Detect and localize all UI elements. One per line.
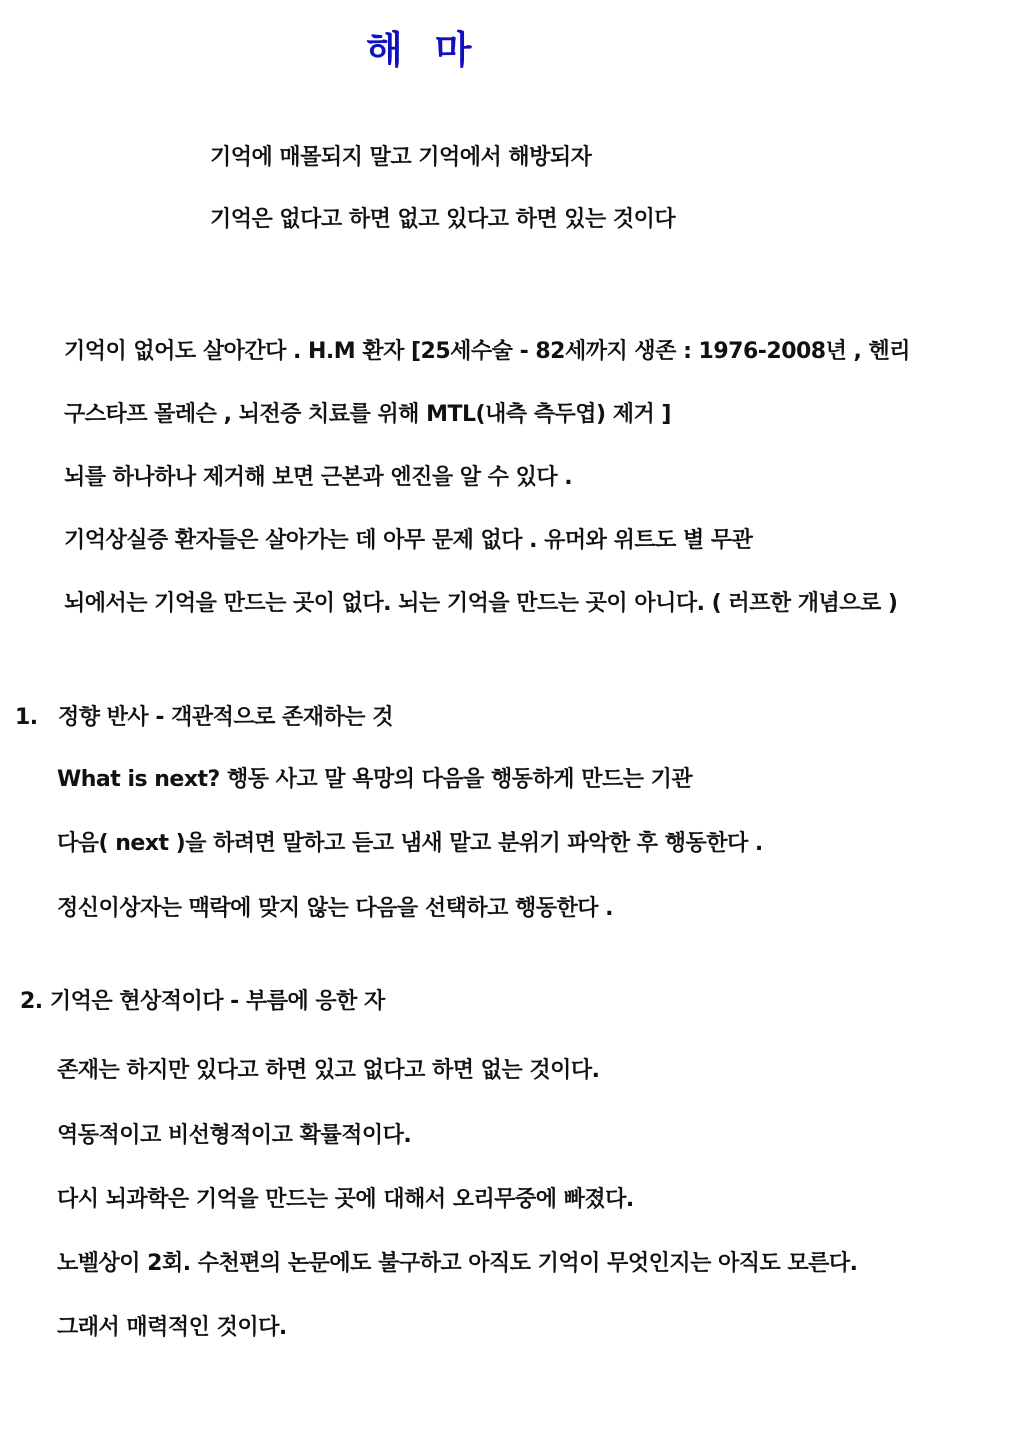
section-1-heading xyxy=(15,703,393,733)
section-2-line-1: 존재는 하지만 있다고 하면 있고 없다고 하면 없는 것이다. xyxy=(57,1058,600,1083)
section-2-line-4: 노벨상이 2회. 수천편의 논문에도 불구하고 아직도 기억이 무엇인지는 아직도 모른다. xyxy=(57,1251,858,1276)
page-title xyxy=(366,26,473,74)
intro-line-2: 구스타프 몰레슨 , 뇌전증 치료를 위해 MTL(내측 측두엽) 제거 ] xyxy=(64,402,671,427)
intro-line-4: 기억상실증 환자들은 살아가는 데 아무 문제 없다 . 유머와 위트도 별 무관 xyxy=(64,528,753,553)
intro-line-5: 뇌에서는 기억을 만드는 곳이 없다. 뇌는 기억을 만드는 곳이 아니다. ( 러프한 개념으로 ) xyxy=(64,591,898,616)
section-1-line-1: What is next? 행동 사고 말 욕망의 다음을 행동하게 만드는 기관 xyxy=(57,767,693,792)
section-2-line-2: 역동적이고 비선형적이고 확률적이다. xyxy=(57,1123,412,1148)
intro-line-3: 뇌를 하나하나 제거해 보면 근본과 엔진을 알 수 있다 . xyxy=(64,465,573,490)
section-2-heading: 2. 기억은 현상적이다 - 부름에 응한 자 xyxy=(20,989,385,1014)
intro-line-1: 기억이 없어도 살아간다 . H.M 환자 [25세수술 - 82세까지 생존 : 1976-2008년 , 헨리 xyxy=(64,339,911,364)
title-part-2: 마 xyxy=(434,28,474,72)
section-2-line-5: 그래서 매력적인 것이다. xyxy=(57,1315,287,1340)
title-part-1: 해 xyxy=(366,28,405,72)
section-2-line-3: 다시 뇌과학은 기억을 만드는 곳에 대해서 오리무중에 빠졌다. xyxy=(57,1187,634,1212)
section-1-line-2: 다음( next )을 하려면 말하고 듣고 냄새 맡고 분위기 파악한 후 행동한다 . xyxy=(57,831,763,856)
section-1-number: 1. xyxy=(15,705,38,730)
section-1-heading-text: 정향 반사 - 객관적으로 존재하는 것 xyxy=(58,705,393,730)
section-1-line-3: 정신이상자는 맥락에 맞지 않는 다음을 선택하고 행동한다 . xyxy=(57,896,614,921)
subtitle-line-2: 기억은 없다고 하면 없고 있다고 하면 있는 것이다 xyxy=(210,207,676,232)
subtitle-line-1: 기억에 매몰되지 말고 기억에서 해방되자 xyxy=(210,145,592,170)
